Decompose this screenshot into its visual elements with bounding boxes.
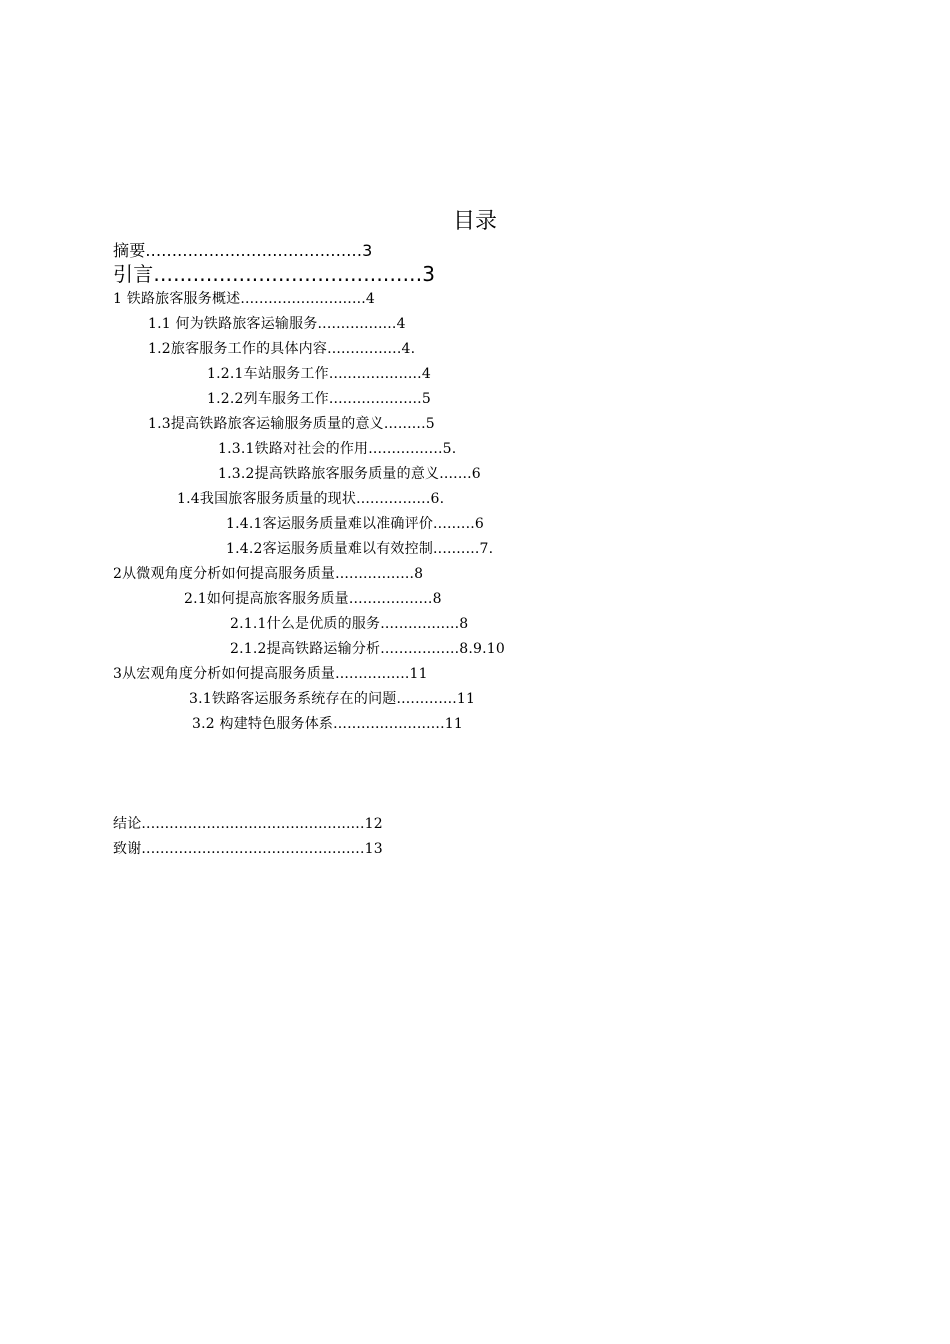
toc-entry-acknowledgements[interactable]: 致谢................................................13 <box>113 841 383 857</box>
toc-entry-3-2[interactable]: 3.2 构建特色服务体系........................11 <box>192 716 463 732</box>
toc-entry-1[interactable]: 1 铁路旅客服务概述...........................4 <box>113 291 376 307</box>
toc-entry-abstract[interactable]: 摘要.........................................3 <box>113 241 373 260</box>
toc-entry-1-2[interactable]: 1.2旅客服务工作的具体内容................4. <box>148 341 416 357</box>
toc-entry-3[interactable]: 3从宏观角度分析如何提高服务质量................11 <box>113 666 428 682</box>
toc-entry-1-4-2[interactable]: 1.4.2客运服务质量难以有效控制..........7. <box>226 541 494 557</box>
toc-entry-1-3[interactable]: 1.3提高铁路旅客运输服务质量的意义.........5 <box>148 416 435 432</box>
toc-entry-introduction[interactable]: 引言.........................................3 <box>113 262 436 286</box>
toc-entry-2-1-1[interactable]: 2.1.1什么是优质的服务.................8 <box>230 616 469 632</box>
toc-entry-2-1-2[interactable]: 2.1.2提高铁路运输分析.................8.9.10 <box>230 641 506 657</box>
toc-title: 目录 <box>452 209 497 234</box>
toc-entry-1-2-1[interactable]: 1.2.1车站服务工作....................4 <box>207 366 431 382</box>
toc-entry-1-4[interactable]: 1.4我国旅客服务质量的现状................6. <box>177 491 445 507</box>
toc-entry-1-1[interactable]: 1.1 何为铁路旅客运输服务.................4 <box>148 316 406 332</box>
toc-entry-3-1[interactable]: 3.1铁路客运服务系统存在的问题.............11 <box>189 691 476 707</box>
toc-entry-conclusion[interactable]: 结论................................................12 <box>113 816 383 832</box>
toc-entry-1-3-2[interactable]: 1.3.2提高铁路旅客服务质量的意义.......6 <box>218 466 481 482</box>
toc-entry-1-2-2[interactable]: 1.2.2列车服务工作....................5 <box>207 391 431 407</box>
toc-entry-2-1[interactable]: 2.1如何提高旅客服务质量..................8 <box>184 591 442 607</box>
toc-entry-1-3-1[interactable]: 1.3.1铁路对社会的作用................5. <box>218 441 457 457</box>
toc-entry-2[interactable]: 2从微观角度分析如何提高服务质量.................8 <box>113 566 424 582</box>
toc-entry-1-4-1[interactable]: 1.4.1客运服务质量难以准确评价.........6 <box>226 516 484 532</box>
